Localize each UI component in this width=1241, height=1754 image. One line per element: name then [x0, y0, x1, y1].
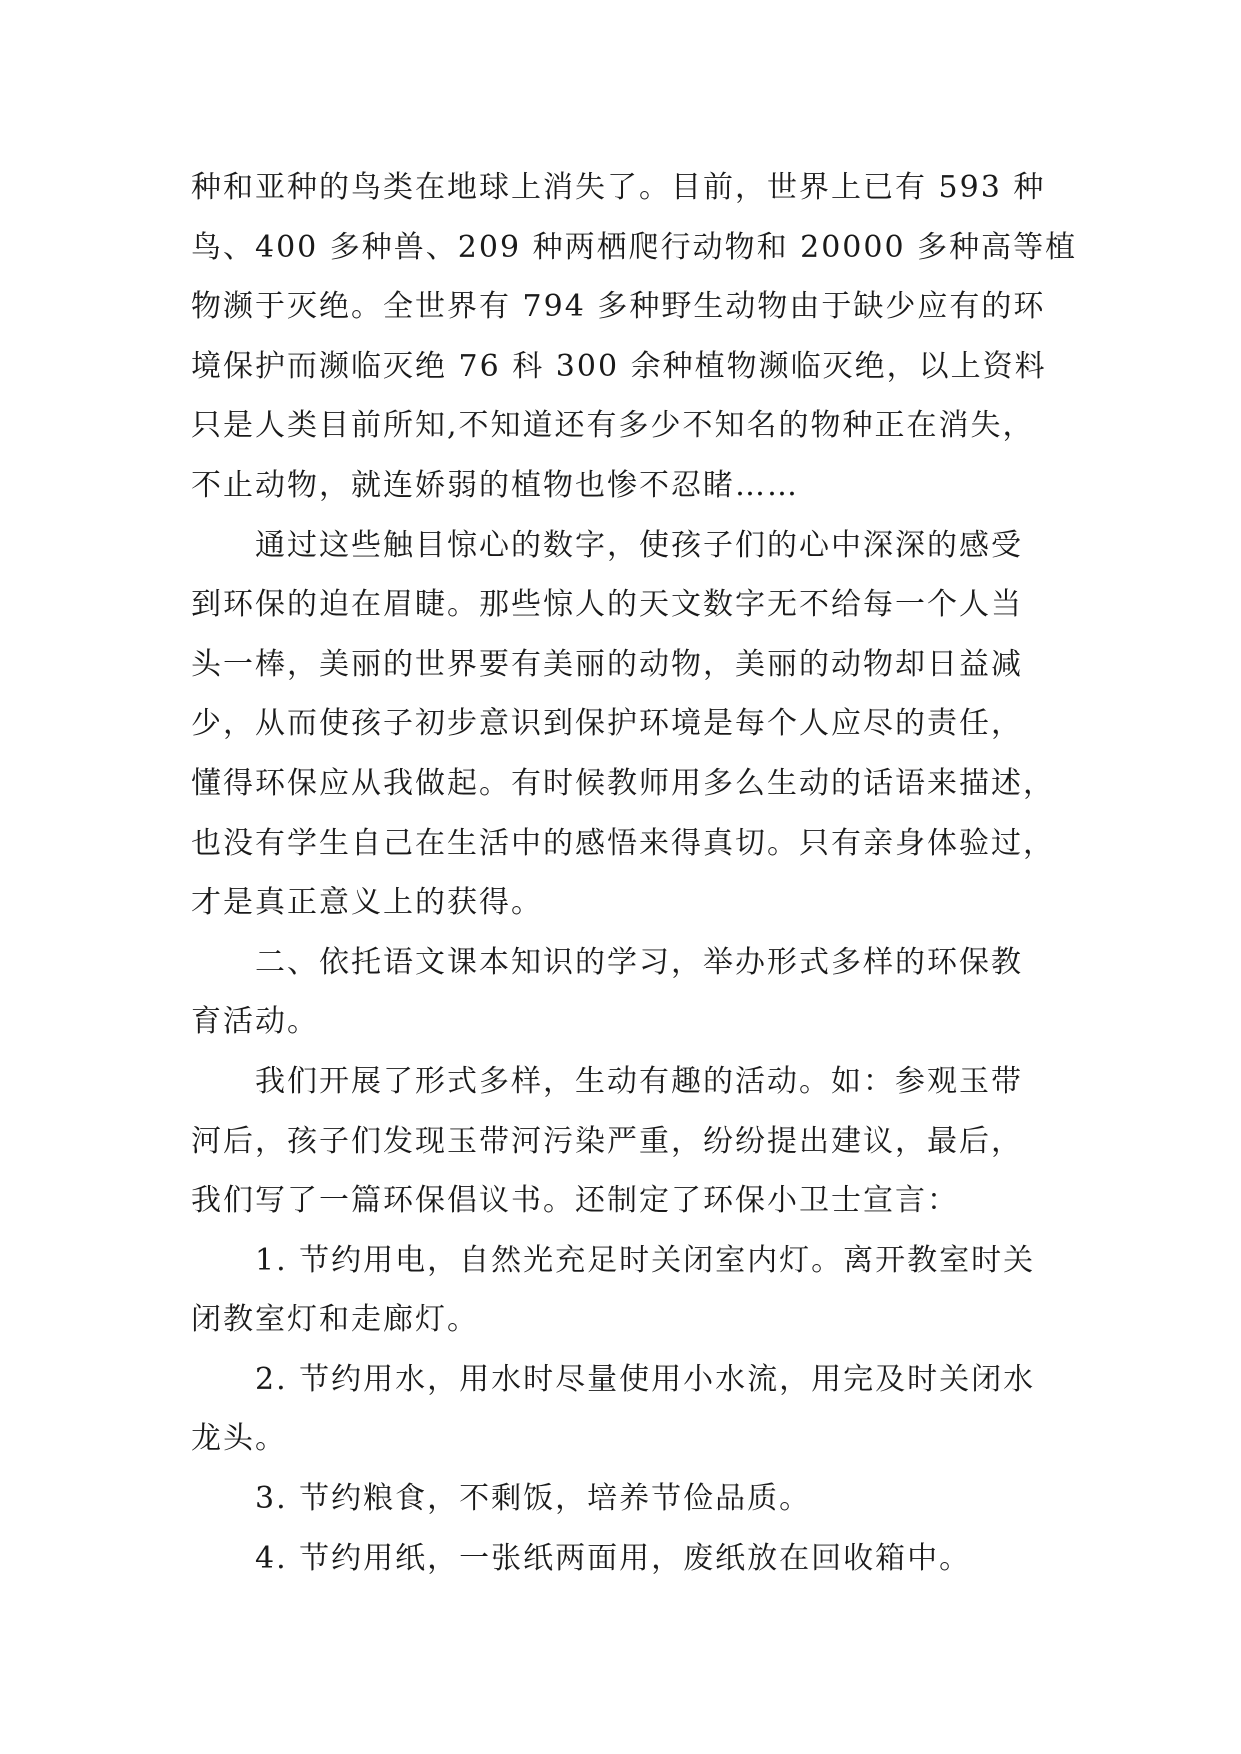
section-heading-continued: 育活动。	[191, 1004, 319, 1040]
text-line: 到环保的迫在眉睫。那些惊人的天文数字无不给每一个人当	[191, 587, 1023, 623]
text-line: 头一棒，美丽的世界要有美丽的动物，美丽的动物却日益减	[191, 646, 1023, 682]
text-line: 我们写了一篇环保倡议书。还制定了环保小卫士宣言：	[191, 1183, 959, 1219]
text-line: 鸟、400 多种兽、209 种两栖爬行动物和 20000 多种高等植	[191, 229, 1078, 265]
list-item-1: 1. 节约用电，自然光充足时关闭室内灯。离开教室时关	[255, 1242, 1036, 1278]
paragraph-first-line: 通过这些触目惊心的数字，使孩子们的心中深深的感受	[255, 527, 1023, 563]
text-line: 不止动物，就连娇弱的植物也惨不忍睹……	[191, 467, 799, 503]
text-line: 懂得环保应从我做起。有时候教师用多么生动的话语来描述，	[191, 765, 1055, 801]
list-item-4: 4. 节约用纸，一张纸两面用，废纸放在回收箱中。	[255, 1540, 972, 1576]
text-line: 境保护而濒临灭绝 76 科 300 余种植物濒临灭绝，以上资料	[191, 348, 1047, 384]
paragraph-first-line: 我们开展了形式多样，生动有趣的活动。如：参观玉带	[255, 1063, 1023, 1099]
list-item-1-continued: 闭教室灯和走廊灯。	[191, 1302, 479, 1338]
list-item-2: 2. 节约用水，用水时尽量使用小水流，用完及时关闭水	[255, 1361, 1036, 1397]
list-item-2-continued: 龙头。	[191, 1421, 287, 1457]
section-heading: 二、依托语文课本知识的学习，举办形式多样的环保教	[255, 944, 1023, 980]
text-line: 也没有学生自己在生活中的感悟来得真切。只有亲身体验过，	[191, 825, 1055, 861]
text-line: 河后，孩子们发现玉带河污染严重，纷纷提出建议，最后，	[191, 1123, 1023, 1159]
text-line: 少，从而使孩子初步意识到保护环境是每个人应尽的责任，	[191, 706, 1023, 742]
text-line: 种和亚种的鸟类在地球上消失了。目前，世界上已有 593 种	[191, 170, 1046, 205]
text-line: 物濒于灭绝。全世界有 794 多种野生动物由于缺少应有的环	[191, 289, 1046, 325]
text-line: 才是真正意义上的获得。	[191, 885, 543, 921]
list-item-3: 3. 节约粮食，不剩饭，培养节俭品质。	[255, 1481, 812, 1517]
text-line: 只是人类目前所知,不知道还有多少不知名的物种正在消失，	[191, 408, 1035, 444]
body-text	[191, 158, 1078, 1588]
